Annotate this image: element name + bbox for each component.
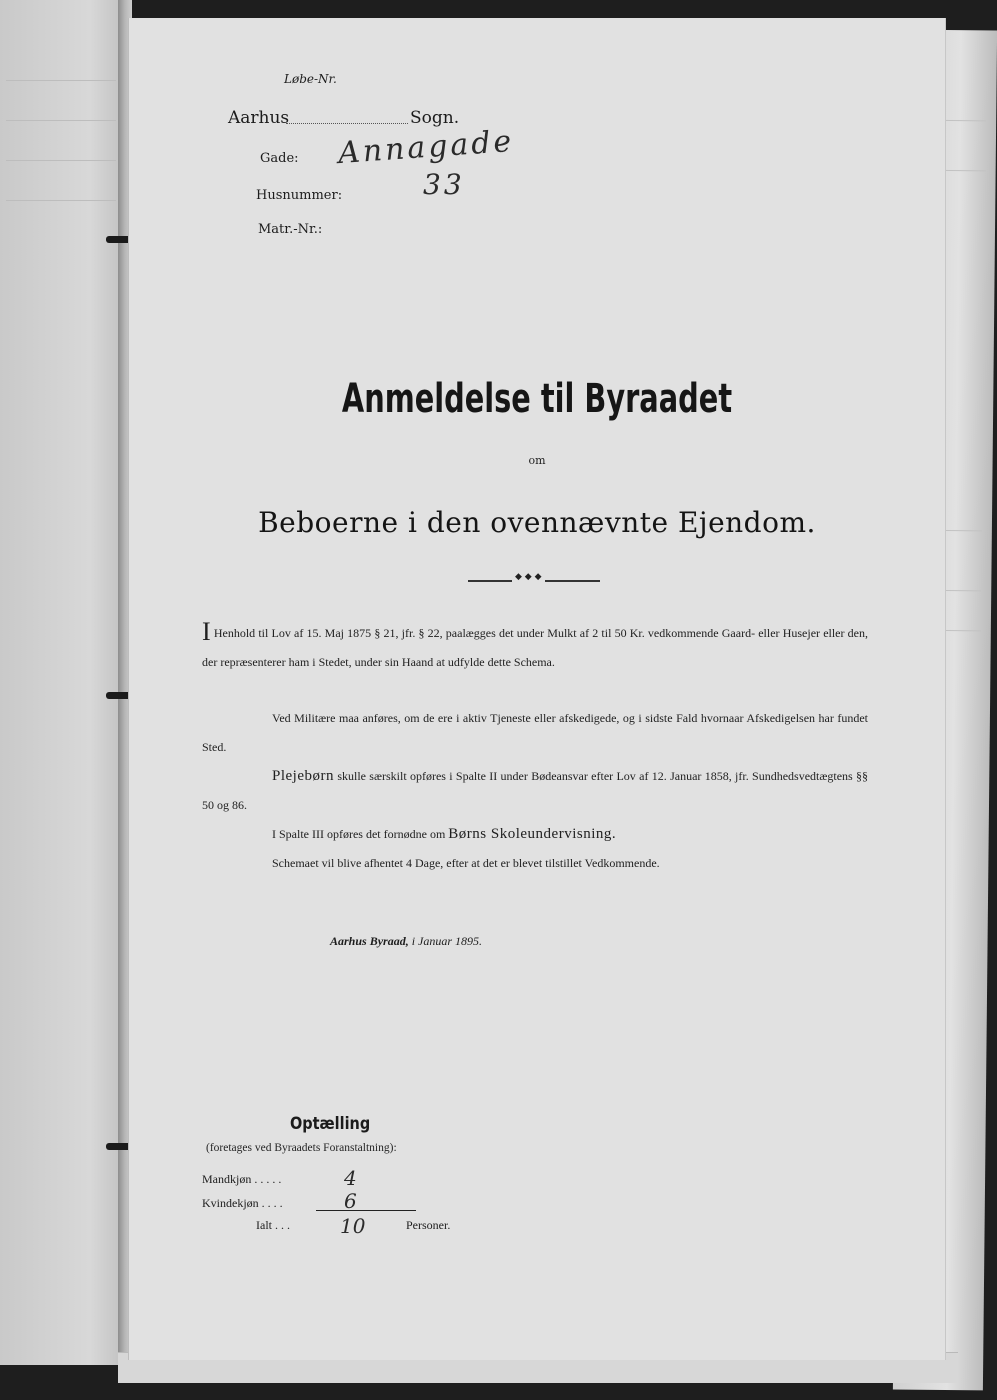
female-count-label: Kvindekjøn . . . . (202, 1196, 283, 1210)
house-number-label: Husnummer: (256, 188, 343, 203)
count-unit: Personer. (406, 1218, 451, 1232)
house-number-handwritten-value: 33 (423, 168, 465, 201)
lobe-nr-label: Løbe-Nr. (284, 72, 337, 86)
male-count-label: Mandkjøn . . . . . (202, 1172, 282, 1186)
instruction-text: skulle særskilt opføres i Spalte II under Bødeansvar efter Lov af 12. Januar 1858, jfr. Sundhedsvedtægtens §§ 50 og 86. (202, 769, 869, 812)
total-count-value: 10 (340, 1214, 366, 1238)
form-page (128, 18, 946, 1360)
instruction-text: I Spalte III opføres det fornødne om (272, 827, 446, 841)
street-label: Gade: (260, 151, 299, 166)
title-connector: om (528, 454, 546, 467)
parish-dotted-line (286, 123, 408, 124)
issuer-signature (330, 934, 482, 949)
left-page (0, 0, 128, 1365)
instruction-emphasis: Plejebørn (272, 768, 334, 784)
issue-date: i Januar 1895. (411, 934, 483, 948)
instruction-paragraph-4 (202, 820, 868, 849)
matr-nr-label: Matr.-Nr.: (258, 222, 323, 237)
count-subtitle: (foretages ved Byraadets Foranstaltning): (206, 1142, 397, 1154)
instruction-text: Schemaet vil blive afhentet 4 Dage, efter at det er blevet tilstillet Vedkommende. (272, 856, 660, 870)
sum-line (316, 1210, 416, 1211)
instruction-paragraph-5 (202, 849, 868, 878)
instruction-text: Henhold til Lov af 15. Maj 1875 § 21, jfr. § 22, paalægges det under Mulkt af 2 til 50 Kr. vedkommende Gaard- eller Husejer eller den, der repræsenterer ham i Stedet, under sin Haand at udfylde dette Schema. (202, 626, 869, 669)
total-count-label: Ialt . . . (256, 1218, 290, 1232)
count-title: Optælling (290, 1114, 371, 1134)
document-subtitle: Beboerne i den ovennævnte Ejendom. (258, 506, 816, 539)
parish-label: Sogn. (410, 108, 460, 128)
issuer-org: Aarhus Byraad, (330, 934, 409, 948)
ornament-divider (468, 580, 600, 582)
female-count-value: 6 (344, 1189, 357, 1213)
instruction-paragraph-1 (202, 619, 868, 677)
instruction-emphasis: Børns Skoleundervisning. (448, 826, 617, 842)
initial-capital: I (202, 617, 211, 646)
parish-city: Aarhus (228, 108, 290, 128)
instruction-text: Ved Militære maa anføres, om de ere i aktiv Tjeneste eller afskedigede, og i sidste Fald hvornaar Afskedigelsen har fundet Sted. (202, 711, 868, 754)
instruction-paragraph-3 (202, 762, 868, 820)
instruction-paragraph-2 (202, 704, 868, 762)
document-title: Anmeldelse til Byraadet (341, 376, 733, 422)
male-count-value: 4 (344, 1166, 357, 1190)
street-handwritten-value: Annagade (336, 123, 516, 172)
